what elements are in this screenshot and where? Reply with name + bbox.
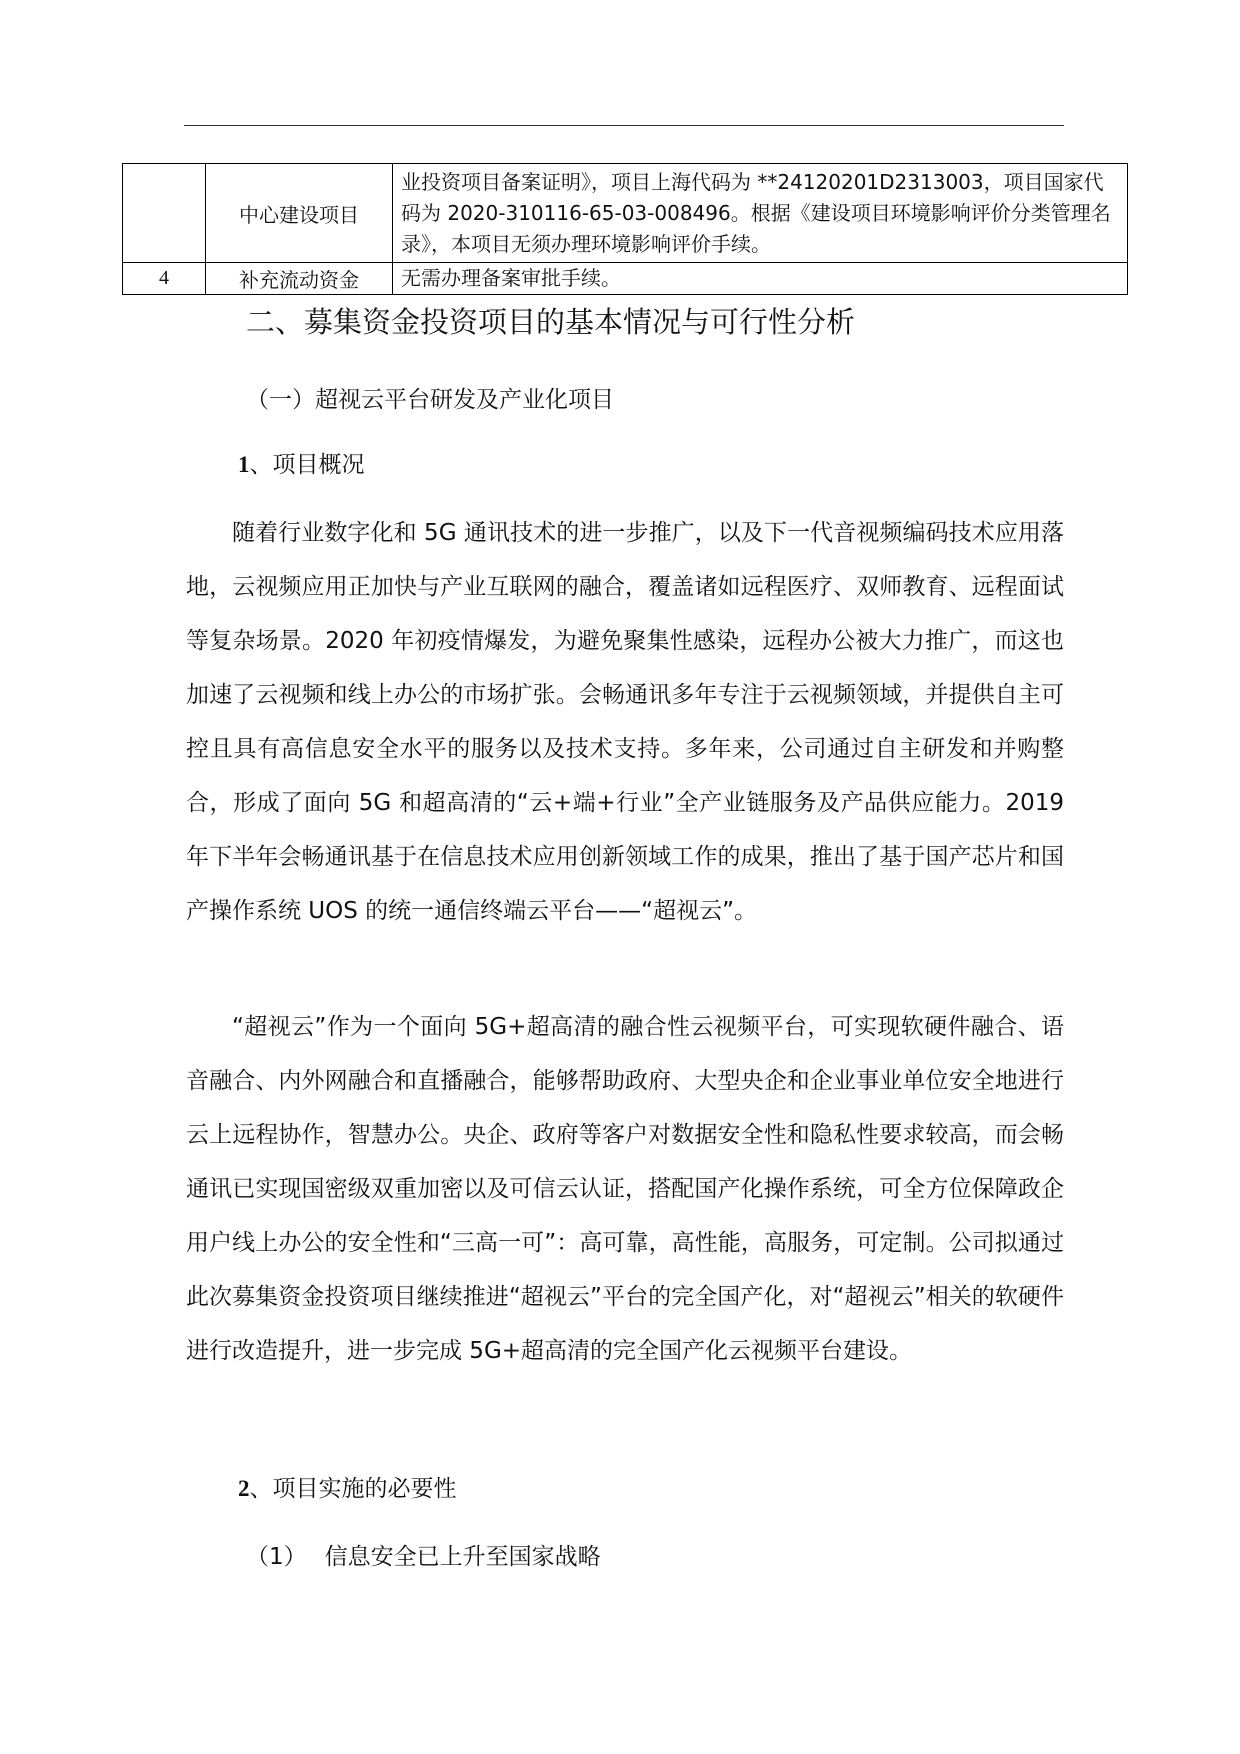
item-heading-necessity xyxy=(238,1470,457,1503)
table-row xyxy=(123,164,1128,263)
approval-description: 无需办理备案审批手续。 xyxy=(393,263,1128,295)
item-title: 、项目实施的必要性 xyxy=(249,1476,457,1502)
item-title: 、项目概况 xyxy=(249,452,365,478)
project-name: 中心建设项目 xyxy=(206,164,393,263)
item-number: 1 xyxy=(238,452,250,477)
subsection-title: （一）超视云平台研发及产业化项目 xyxy=(246,387,614,413)
approval-table xyxy=(122,163,1128,295)
paragraph: 随着行业数字化和 5G 通讯技术的进一步推广，以及下一代音视频编码技术应用落地，云视频应用正加快与产业互联网的融合，覆盖诸如远程医疗、双师教育、远程面试等复杂场景。2020 年初疫情爆发，为避免聚集性感染，远程办公被大力推广，而这也加速了云视频和线上办公的市场扩张。会畅通讯多年专注于云视频领域，并提供自主可控且具有高信息安全水平的服务以及技术支持。多年来，公司通过自主研发和并购整合，形成了面向 5G 和超高清的“云+端+行业”全产业链服务及产品供应能力。2019 年下半年会畅通讯基于在信息技术应用创新领域工作的成果，推出了基于国产芯片和国产操作系统 UOS 的统一通信终端云平台——“超视云”。 xyxy=(186,520,1064,924)
item-heading-overview xyxy=(238,446,365,479)
subitem-heading xyxy=(246,1538,601,1571)
row-number: 4 xyxy=(123,263,206,295)
item-number: 2 xyxy=(238,1476,250,1501)
paragraph: “超视云”作为一个面向 5G+超高清的融合性云视频平台，可实现软硬件融合、语音融合、内外网融合和直播融合，能够帮助政府、大型央企和企业事业单位安全地进行云上远程协作，智慧办公。央企、政府等客户对数据安全性和隐私性要求较高，而会畅通讯已实现国密级双重加密以及可信云认证，搭配国产化操作系统，可全方位保障政企用户线上办公的安全性和“三高一可”：高可靠，高性能，高服务，可定制。公司拟通过此次募集资金投资项目继续推进“超视云”平台的完全国产化，对“超视云”相关的软硬件进行改造提升，进一步完成 5G+超高清的完全国产化云视频平台建设。 xyxy=(186,1014,1064,1364)
table-row xyxy=(123,263,1128,295)
header-rule xyxy=(184,125,1064,126)
subitem-title: 信息安全已上升至国家战略 xyxy=(324,1544,601,1570)
project-name: 补充流动资金 xyxy=(206,263,393,295)
subitem-number: （1） xyxy=(246,1544,307,1570)
row-number xyxy=(123,164,206,263)
section-title: 二、募集资金投资项目的基本情况与可行性分析 xyxy=(246,305,856,339)
approval-description: 业投资项目备案证明》，项目上海代码为 **24120201D2313003，项目国家代码为 2020-310116-65-03-008496。根据《建设项目环境影响评价分类管理名录》，本项目无须办理环境影响评价手续。 xyxy=(393,164,1128,263)
